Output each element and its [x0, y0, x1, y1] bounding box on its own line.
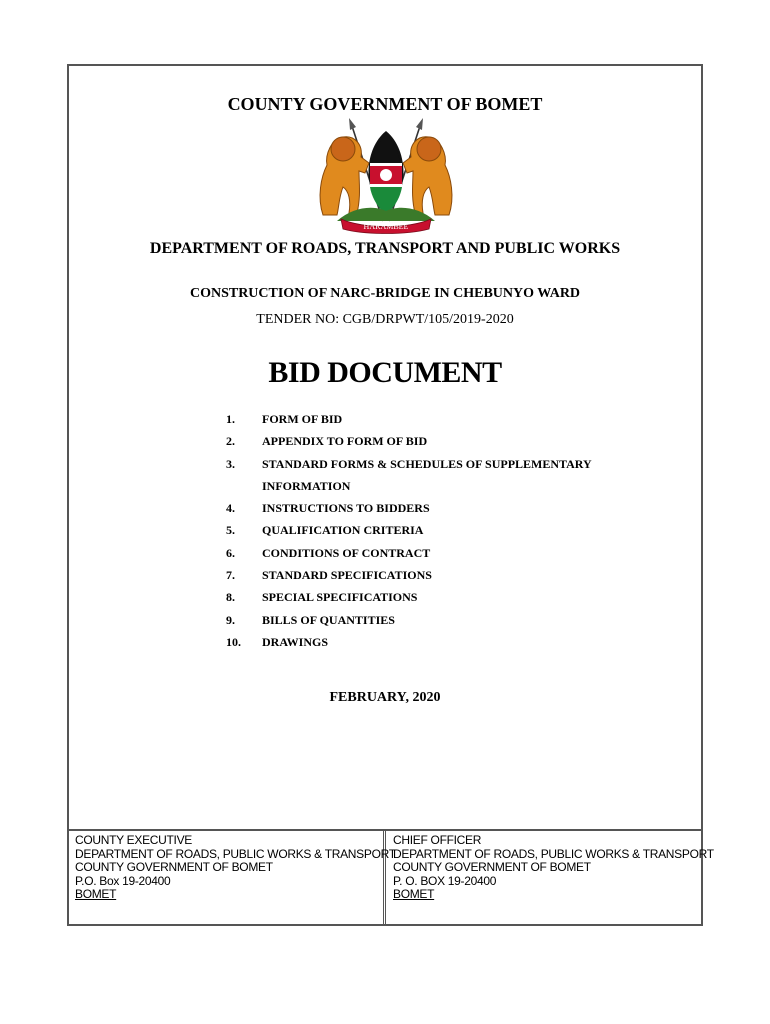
item-label: APPENDIX TO FORM OF BID [262, 434, 428, 449]
item-label: SPECIAL SPECIFICATIONS [262, 590, 418, 605]
item-number: 9. [226, 612, 235, 627]
address-line: DEPARTMENT OF ROADS, PUBLIC WORKS & TRANSPORT [75, 846, 396, 861]
list-item [226, 430, 646, 452]
item-number: 4. [226, 501, 235, 516]
item-label: STANDARD SPECIFICATIONS [262, 568, 432, 583]
item-label: QUALIFICATION CRITERIA [262, 523, 424, 538]
address-line: BOMET [75, 887, 117, 901]
county-title: COUNTY GOVERNMENT OF BOMET [227, 94, 543, 114]
address-line: BOMET [393, 887, 435, 901]
list-item [226, 453, 646, 498]
document-date: FEBRUARY, 2020 [329, 690, 441, 705]
list-item [226, 519, 646, 541]
item-number: 5. [226, 523, 235, 538]
item-label: CONDITIONS OF CONTRACT [262, 545, 431, 560]
address-line: COUNTY GOVERNMENT OF BOMET [75, 860, 273, 874]
list-item [226, 408, 646, 430]
address-line: DEPARTMENT OF ROADS, PUBLIC WORKS & TRANSPORT [393, 846, 714, 861]
item-label: INSTRUCTIONS TO BIDDERS [262, 501, 430, 516]
list-item [226, 564, 646, 586]
item-label: FORM OF BID [262, 412, 343, 426]
list-item [226, 542, 646, 564]
address-block [69, 829, 714, 926]
address-line: COUNTY EXECUTIVE [75, 833, 192, 847]
project-title: CONSTRUCTION OF NARC-BRIDGE IN CHEBUNYO WARD [189, 286, 581, 301]
item-label: BILLS OF QUANTITIES [262, 612, 395, 627]
list-item [226, 631, 646, 653]
list-item [226, 497, 646, 519]
address-line: CHIEF OFFICER [393, 833, 482, 847]
item-label: STANDARD FORMS & SCHEDULES OF SUPPLEMENTARY INFORMATION [262, 456, 592, 493]
list-item [226, 609, 646, 631]
item-number: 2. [226, 434, 235, 449]
document-title: BID DOCUMENT [268, 356, 502, 389]
item-number: 10. [226, 634, 241, 649]
address-line: P.O. Box 19-20400 [75, 873, 171, 888]
crest-motto: HARAMBEE [363, 222, 409, 231]
item-number: 8. [226, 590, 235, 605]
item-number: 7. [226, 568, 235, 583]
county-executive-address [69, 831, 396, 926]
item-number: 3. [226, 456, 235, 471]
item-number: 1. [226, 412, 235, 426]
item-label: DRAWINGS [262, 634, 329, 649]
department-title: DEPARTMENT OF ROADS, TRANSPORT AND PUBLIC WORKS [149, 240, 621, 257]
address-line: P. O. BOX 19-20400 [393, 873, 497, 888]
coat-of-arms-icon [313, 117, 459, 235]
address-line: COUNTY GOVERNMENT OF BOMET [393, 860, 591, 874]
list-item [226, 586, 646, 608]
contents-list [226, 408, 646, 653]
item-number: 6. [226, 545, 235, 560]
tender-number: TENDER NO: CGB/DRPWT/105/2019-2020 [256, 312, 514, 327]
chief-officer-address [386, 831, 720, 926]
